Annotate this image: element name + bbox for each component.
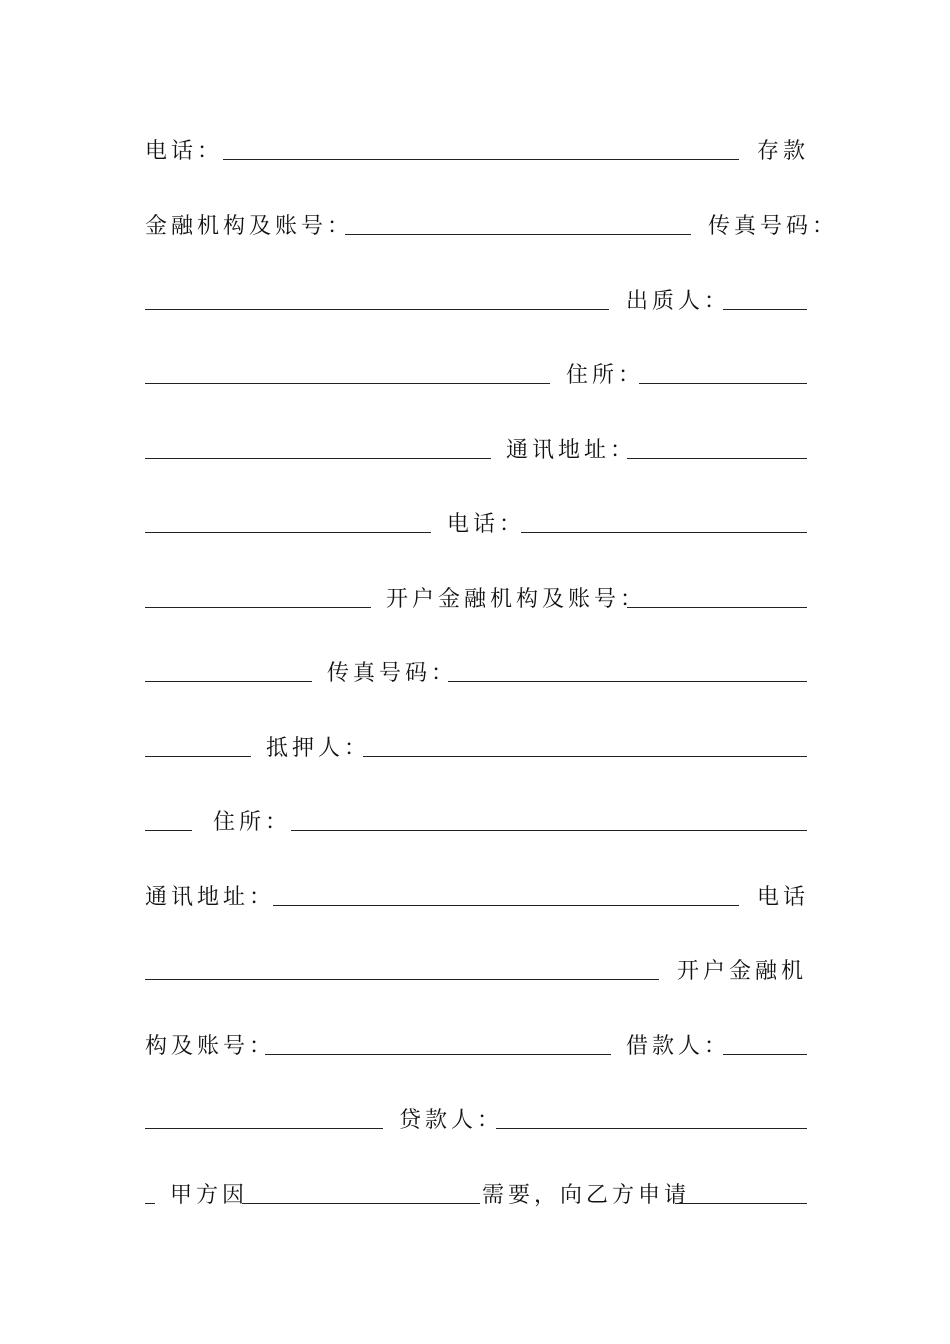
blank-field[interactable] bbox=[291, 830, 807, 831]
label-mortgagor: 抵押人： bbox=[266, 736, 371, 761]
form-line bbox=[145, 282, 807, 322]
label-fax-number: 传真号码： bbox=[327, 661, 458, 686]
blank-field[interactable] bbox=[363, 756, 807, 757]
form-line bbox=[145, 1101, 807, 1141]
blank-field[interactable] bbox=[145, 756, 251, 757]
blank-field[interactable] bbox=[145, 979, 659, 980]
blank-field[interactable] bbox=[627, 458, 807, 459]
label-fax-number: 传真号码： bbox=[708, 214, 839, 239]
blank-field[interactable] bbox=[675, 1203, 807, 1204]
blank-field[interactable] bbox=[639, 383, 807, 384]
blank-field[interactable] bbox=[145, 383, 550, 384]
blank-field[interactable] bbox=[723, 309, 807, 310]
label-need-apply: 需要，向乙方申请 bbox=[482, 1183, 691, 1208]
blank-field[interactable] bbox=[265, 1054, 611, 1055]
form-line bbox=[145, 878, 810, 918]
form-line bbox=[145, 952, 807, 992]
label-pledgor: 出质人： bbox=[626, 289, 731, 314]
form-line bbox=[145, 1176, 807, 1216]
blank-field[interactable] bbox=[145, 681, 312, 682]
form-line bbox=[145, 505, 807, 545]
form-line bbox=[145, 803, 807, 843]
blank-field[interactable] bbox=[273, 905, 739, 906]
form-line bbox=[145, 356, 807, 396]
label-deposit: 存款 bbox=[757, 139, 810, 164]
label-account-number: 构及账号： bbox=[145, 1034, 276, 1059]
form-line bbox=[145, 132, 810, 172]
blank-field[interactable] bbox=[448, 681, 807, 682]
form-line bbox=[145, 580, 807, 620]
blank-field[interactable] bbox=[627, 607, 807, 608]
blank-field[interactable] bbox=[145, 1128, 383, 1129]
blank-field[interactable] bbox=[242, 1203, 480, 1204]
label-party-a-because: 甲方因 bbox=[170, 1183, 249, 1208]
blank-field[interactable] bbox=[223, 159, 739, 160]
label-residence: 住所： bbox=[213, 810, 292, 835]
label-mailing-address: 通讯地址： bbox=[145, 885, 276, 910]
blank-field[interactable] bbox=[496, 1128, 807, 1129]
label-bank-partial: 开户金融机 bbox=[677, 959, 808, 984]
blank-field[interactable] bbox=[345, 234, 691, 235]
label-borrower: 借款人： bbox=[626, 1034, 731, 1059]
label-phone: 电话 bbox=[757, 885, 810, 910]
blank-field[interactable] bbox=[145, 1203, 155, 1204]
blank-field[interactable] bbox=[145, 607, 371, 608]
form-line bbox=[145, 207, 839, 247]
label-bank-account: 开户金融机构及账号： bbox=[386, 587, 647, 612]
label-residence: 住所： bbox=[566, 363, 645, 388]
blank-field[interactable] bbox=[521, 532, 807, 533]
label-phone: 电话： bbox=[447, 512, 526, 537]
blank-field[interactable] bbox=[145, 532, 431, 533]
blank-field[interactable] bbox=[723, 1054, 807, 1055]
form-line bbox=[145, 431, 807, 471]
label-financial-institution-account: 金融机构及账号： bbox=[145, 214, 354, 239]
blank-field[interactable] bbox=[145, 458, 491, 459]
blank-field[interactable] bbox=[145, 830, 192, 831]
form-line bbox=[145, 1027, 807, 1067]
label-mailing-address: 通讯地址： bbox=[506, 438, 637, 463]
form-line bbox=[145, 729, 807, 769]
blank-field[interactable] bbox=[145, 309, 609, 310]
label-lender: 贷款人： bbox=[399, 1108, 504, 1133]
label-phone: 电话： bbox=[145, 139, 224, 164]
form-line bbox=[145, 654, 807, 694]
